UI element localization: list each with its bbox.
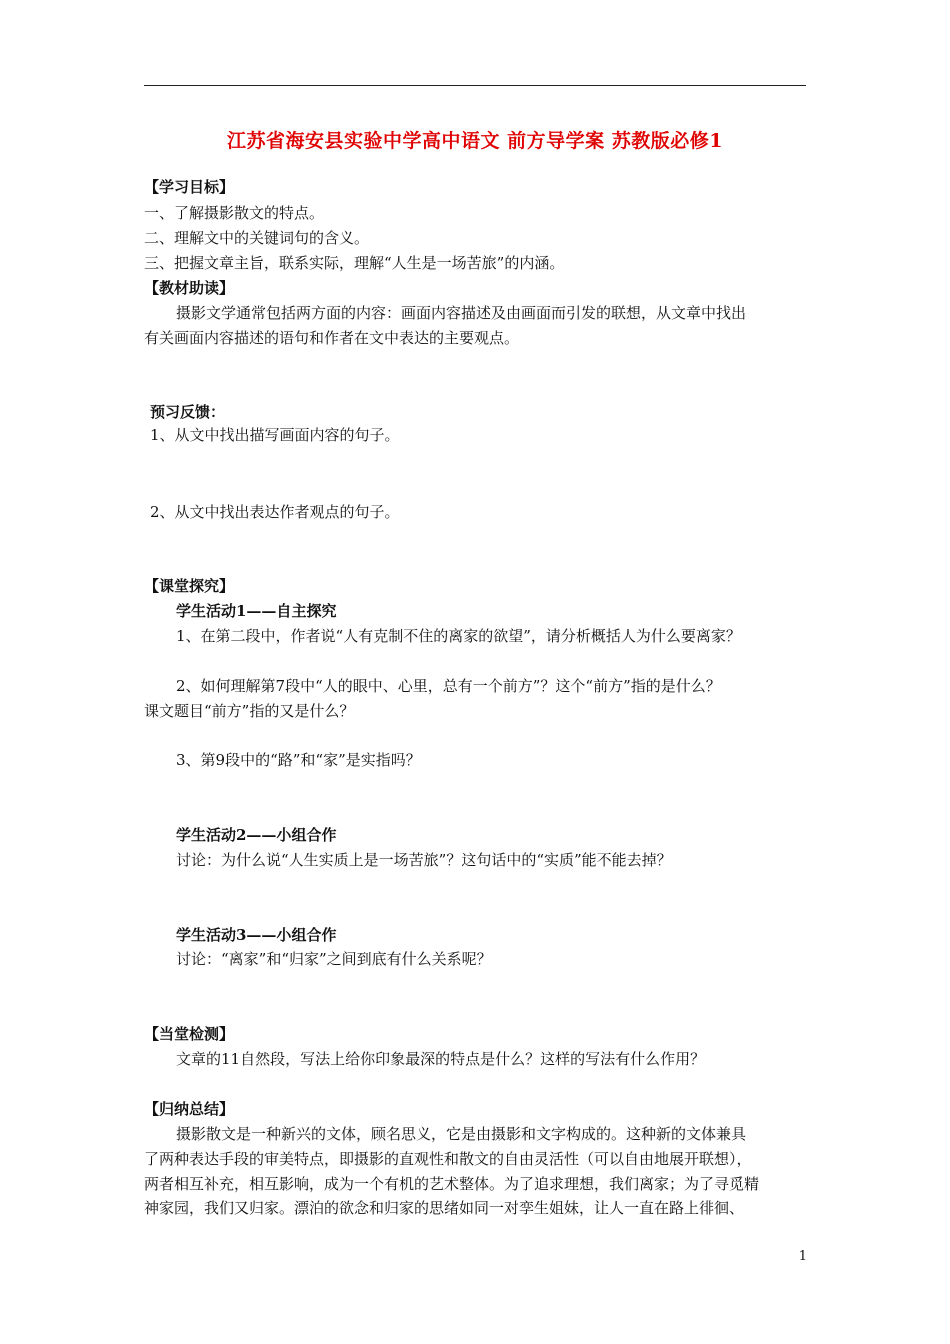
preview-question-1: 1、从文中找出描写画面内容的句子。	[150, 426, 400, 444]
section-heading-summary: 【归纳总结】	[144, 1100, 235, 1118]
activity-2-title: 学生活动2——小组合作	[176, 826, 337, 844]
summary-line-3: 两者相互补充，相互影响，成为一个有机的艺术整体。为了追求理想，我们离家；为了寻觅精	[144, 1175, 760, 1193]
page-number: 1	[798, 1249, 807, 1264]
goal-item-3: 三、把握文章主旨，联系实际，理解“人生是一场苦旅”的内涵。	[144, 254, 565, 272]
section-heading-goals: 【学习目标】	[144, 178, 235, 196]
page-title: 江苏省海安县实验中学高中语文 前方导学案 苏教版必修1	[227, 130, 723, 152]
preview-heading: 预习反馈：	[150, 403, 226, 421]
top-rule	[144, 85, 806, 86]
goal-item-1: 一、了解摄影散文的特点。	[144, 204, 325, 222]
activity-1-question-3: 3、第9段中的“路”和“家”是实指吗？	[176, 751, 421, 769]
check-question: 文章的11自然段，写法上给你印象最深的特点是什么？这样的写法有什么作用？	[176, 1050, 706, 1068]
summary-line-1: 摄影散文是一种新兴的文体，顾名思义，它是由摄影和文字构成的。这种新的文体兼具	[176, 1125, 747, 1143]
section-heading-check: 【当堂检测】	[144, 1025, 235, 1043]
activity-3-question: 讨论：“离家”和“归家”之间到底有什么关系呢？	[176, 950, 492, 968]
summary-line-4: 神家园，我们又归家。漂泊的欲念和归家的思绪如同一对孪生姐妹，让人一直在路上徘徊、	[144, 1199, 745, 1217]
textbook-para-line-2: 有关画面内容描述的语句和作者在文中表达的主要观点。	[144, 329, 520, 347]
goal-item-2: 二、理解文中的关键词句的含义。	[144, 229, 370, 247]
summary-line-2: 了两种表达手段的审美特点，即摄影的直观性和散文的自由灵活性（可以自由地展开联想），	[144, 1150, 752, 1168]
preview-question-2: 2、从文中找出表达作者观点的句子。	[150, 503, 400, 521]
section-heading-textbook: 【教材助读】	[144, 279, 235, 297]
activity-1-question-1: 1、在第二段中，作者说“人有克制不住的离家的欲望”，请分析概括人为什么要离家？	[176, 627, 741, 645]
activity-1-question-2: 2、如何理解第7段中“人的眼中、心里，总有一个前方”？这个“前方”指的是什么？	[176, 677, 721, 695]
activity-1-title: 学生活动1——自主探究	[176, 602, 337, 620]
textbook-para-line-1: 摄影文学通常包括两方面的内容：画面内容描述及由画面而引发的联想，从文章中找出	[176, 304, 747, 322]
activity-2-question: 讨论：为什么说“人生实质上是一场苦旅”？这句话中的“实质”能不能去掉？	[176, 851, 672, 869]
section-heading-explore: 【课堂探究】	[144, 577, 235, 595]
activity-3-title: 学生活动3——小组合作	[176, 926, 337, 944]
activity-1-question-2-cont: 课文题目“前方”指的又是什么？	[144, 702, 355, 720]
